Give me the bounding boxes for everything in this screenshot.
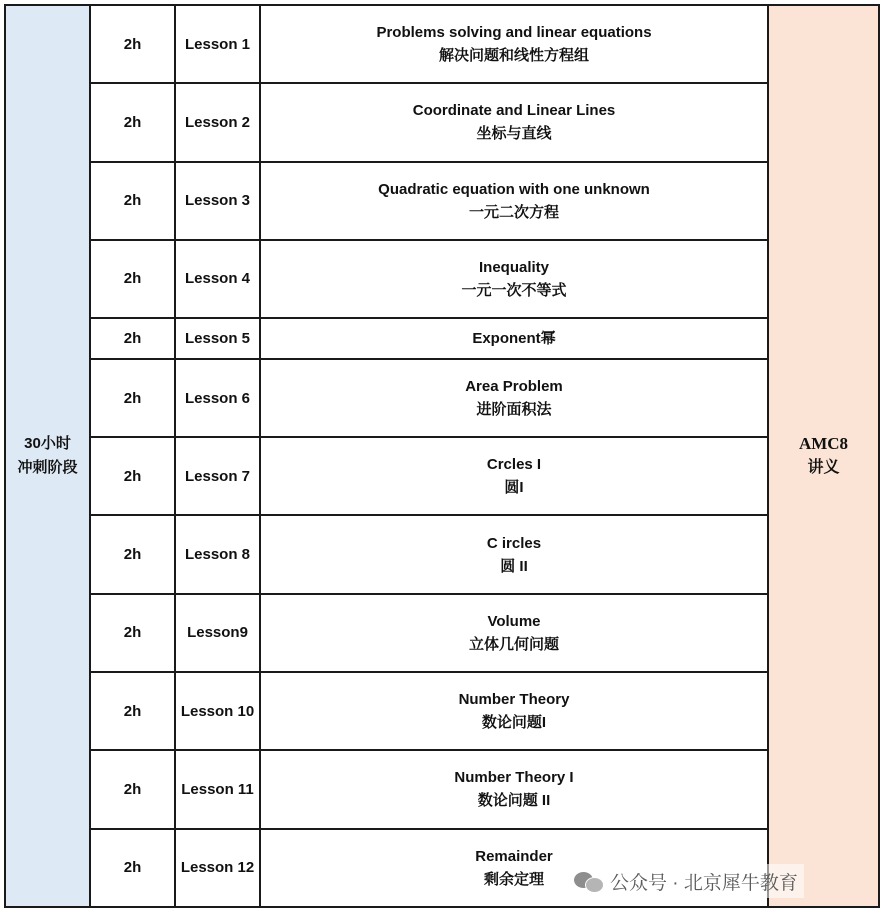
hours-cell: 2h xyxy=(90,162,175,240)
topic-cn: 一元一次不等式 xyxy=(461,281,567,299)
topic-cell xyxy=(260,515,768,593)
hours-cell: 2h xyxy=(90,515,175,593)
topic-cell xyxy=(260,359,768,437)
series-label-line2: 讲义 xyxy=(807,459,840,476)
stage-label-line2: 冲刺阶段 xyxy=(17,459,78,476)
topic-en: Volume xyxy=(487,612,541,630)
lesson-cell: Lesson 3 xyxy=(175,162,260,240)
topic-cell xyxy=(260,318,768,359)
table-row xyxy=(5,318,879,359)
table-row xyxy=(5,515,879,593)
lesson-cell: Lesson 10 xyxy=(175,672,260,750)
hours-cell: 2h xyxy=(90,83,175,161)
hours-cell: 2h xyxy=(90,672,175,750)
topic-cell xyxy=(260,240,768,318)
table-row xyxy=(5,83,879,161)
topic-cell xyxy=(260,750,768,828)
topic-en: Inequality xyxy=(478,258,549,276)
table-row xyxy=(5,162,879,240)
table-row xyxy=(5,672,879,750)
stage-cell xyxy=(5,5,90,907)
hours-cell: 2h xyxy=(90,594,175,672)
table-row xyxy=(5,437,879,515)
topic-en: Coordinate and Linear Lines xyxy=(412,102,616,120)
topic-cn: 圆 II xyxy=(500,557,528,575)
topic-cell xyxy=(260,594,768,672)
topic-cell xyxy=(260,5,768,83)
topic-cn: 解决问题和线性方程组 xyxy=(438,47,589,65)
stage-label-line1: 30小时 xyxy=(24,435,71,452)
topic-cn: 一元二次方程 xyxy=(468,203,559,221)
wechat-icon xyxy=(574,870,604,892)
topic-cn: 数论问题 II xyxy=(477,792,551,810)
topic-cell xyxy=(260,437,768,515)
lesson-cell: Lesson 2 xyxy=(175,83,260,161)
topic-en: C ircles xyxy=(486,534,542,552)
topic-cell xyxy=(260,83,768,161)
hours-cell: 2h xyxy=(90,318,175,359)
hours-cell: 2h xyxy=(90,5,175,83)
topic-cn: 立体几何问题 xyxy=(468,635,559,653)
topic-cn: 坐标与直线 xyxy=(476,125,552,143)
hours-cell: 2h xyxy=(90,829,175,907)
topic-cn: 圆I xyxy=(504,479,524,497)
hours-cell: 2h xyxy=(90,359,175,437)
watermark-text: 公众号 · 北京犀牛教育 xyxy=(610,872,798,894)
lesson-cell: Lesson9 xyxy=(175,594,260,672)
series-cell xyxy=(768,5,879,907)
lesson-cell: Lesson 4 xyxy=(175,240,260,318)
topic-en: Exponent幂 xyxy=(472,330,556,347)
table-row xyxy=(5,5,879,83)
topic-cn: 数论问题I xyxy=(481,714,547,732)
topic-cell xyxy=(260,162,768,240)
topic-en: Number Theory xyxy=(458,691,570,709)
hours-cell: 2h xyxy=(90,437,175,515)
series-label-line1: AMC8 xyxy=(798,434,849,453)
hours-cell: 2h xyxy=(90,750,175,828)
lesson-cell: Lesson 1 xyxy=(175,5,260,83)
topic-cn: 剩余定理 xyxy=(483,870,544,888)
hours-cell: 2h xyxy=(90,240,175,318)
table-row xyxy=(5,594,879,672)
lesson-cell: Lesson 7 xyxy=(175,437,260,515)
topic-en: Remainder xyxy=(475,847,553,865)
topic-en: Number Theory I xyxy=(454,769,574,787)
lesson-cell: Lesson 5 xyxy=(175,318,260,359)
lesson-cell: Lesson 6 xyxy=(175,359,260,437)
table-row xyxy=(5,240,879,318)
lesson-cell: Lesson 11 xyxy=(175,750,260,828)
topic-cell xyxy=(260,672,768,750)
watermark xyxy=(568,864,804,898)
topic-en: Area Problem xyxy=(465,378,563,396)
topic-en: Quadratic equation with one unknown xyxy=(378,180,650,198)
course-schedule-table xyxy=(4,4,880,908)
topic-cn: 进阶面积法 xyxy=(476,401,552,419)
lesson-cell: Lesson 8 xyxy=(175,515,260,593)
table-row xyxy=(5,750,879,828)
table-row xyxy=(5,359,879,437)
topic-en: Crcles I xyxy=(486,456,542,474)
topic-en: Problems solving and linear equations xyxy=(376,24,652,42)
lesson-cell: Lesson 12 xyxy=(175,829,260,907)
